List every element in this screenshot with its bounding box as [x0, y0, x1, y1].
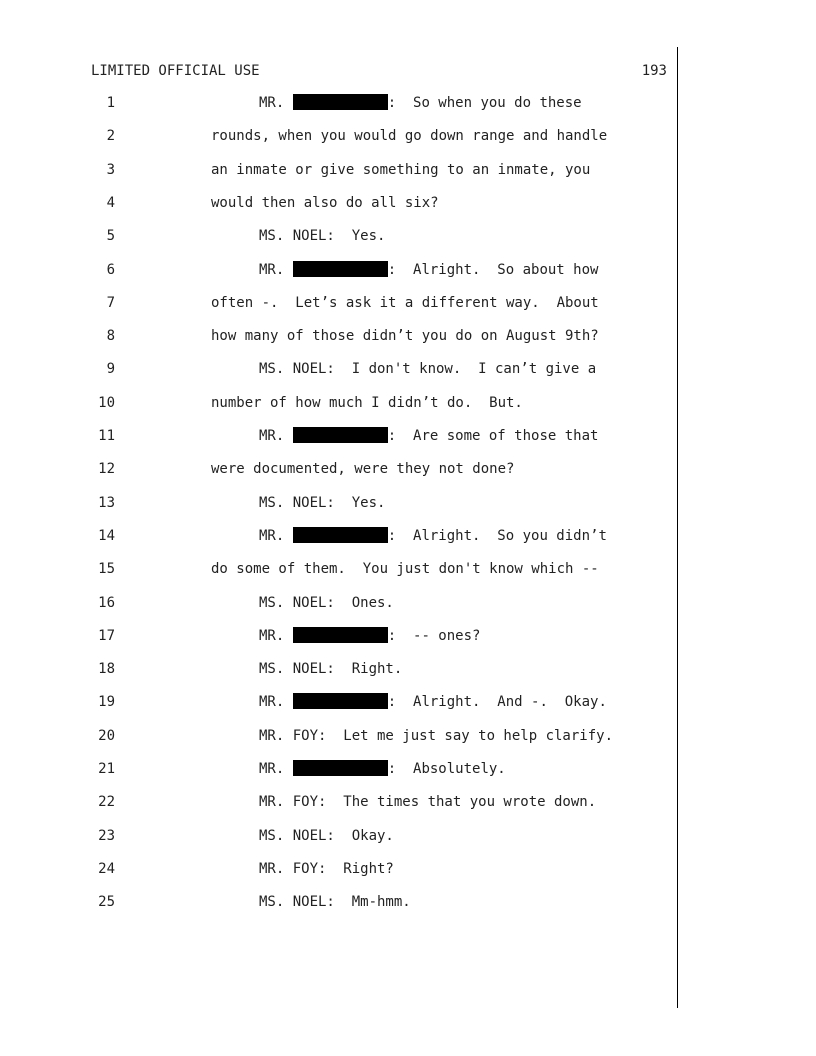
line-number: 11 — [98, 428, 115, 444]
line-text — [211, 558, 599, 580]
transcript-line — [0, 758, 816, 780]
line-text — [211, 292, 599, 314]
transcript-line — [0, 392, 816, 414]
speaker-title: MR. — [259, 95, 293, 111]
line-number: 16 — [98, 594, 115, 611]
transcript-line — [0, 825, 816, 847]
speaker-separator: : — [387, 694, 414, 711]
line-number: 25 — [98, 894, 115, 911]
utterance-text: -- ones? — [413, 627, 481, 644]
speaker-separator: : — [387, 95, 414, 111]
speaker-title: MR. — [259, 627, 293, 644]
transcript-line — [0, 225, 816, 247]
line-text — [211, 392, 523, 414]
line-text — [259, 492, 385, 514]
line-number: 15 — [98, 561, 115, 578]
line-number: 12 — [98, 461, 115, 478]
utterance-text: often -. Let’s ask it a different way. About — [211, 294, 599, 311]
speaker-separator: : — [387, 627, 414, 644]
transcript-line — [0, 292, 816, 314]
transcript-line — [0, 425, 816, 447]
speaker-title: MR. — [259, 428, 293, 444]
line-number: 1 — [106, 95, 115, 111]
utterance-text: Alright. And -. Okay. — [413, 694, 607, 711]
transcript-line — [0, 791, 816, 813]
line-text — [211, 192, 439, 214]
utterance-text: Are some of those that — [413, 428, 599, 444]
utterance-text: Absolutely. — [413, 761, 506, 777]
transcript-line — [0, 259, 816, 281]
redaction-box — [293, 261, 388, 277]
transcript-line — [0, 458, 816, 480]
line-text — [211, 125, 607, 147]
utterance-text: MR. FOY: Right? — [259, 860, 394, 877]
line-text — [259, 691, 607, 713]
line-number: 8 — [106, 328, 115, 345]
line-number: 21 — [98, 761, 115, 777]
line-number: 2 — [106, 128, 115, 145]
page-number: 193 — [641, 63, 667, 79]
utterance-text: rounds, when you would go down range and handle — [211, 128, 608, 145]
line-text — [259, 725, 613, 747]
transcript-line — [0, 891, 816, 913]
utterance-text: MS. NOEL: I don't know. I can’t give a — [259, 361, 597, 378]
line-text — [259, 825, 394, 847]
utterance-text: So when you do these — [413, 95, 582, 111]
redaction-box — [293, 427, 388, 443]
redaction-box — [293, 760, 388, 776]
utterance-text: how many of those didn’t you do on August 9th? — [211, 328, 599, 345]
transcript-line — [0, 858, 816, 880]
utterance-text: MR. FOY: Let me just say to help clarify. — [259, 727, 614, 744]
line-number: 10 — [98, 394, 115, 411]
line-text — [211, 458, 514, 480]
transcript-line — [0, 492, 816, 514]
utterance-text: Alright. So about how — [413, 261, 599, 278]
transcript-line — [0, 525, 816, 547]
speaker-separator: : — [387, 761, 414, 777]
line-number: 18 — [98, 661, 115, 678]
line-number: 22 — [98, 794, 115, 811]
line-text — [211, 159, 590, 181]
line-number: 24 — [98, 860, 115, 877]
line-text — [259, 625, 480, 647]
transcript-line — [0, 125, 816, 147]
utterance-text: were documented, were they not done? — [211, 461, 515, 478]
speaker-title: MR. — [259, 694, 293, 711]
line-text — [259, 259, 598, 281]
line-number: 5 — [106, 228, 115, 245]
line-number: 20 — [98, 727, 115, 744]
utterance-text: MS. NOEL: Yes. — [259, 494, 386, 511]
line-text — [259, 658, 402, 680]
line-text — [259, 525, 607, 547]
transcript-line — [0, 625, 816, 647]
transcript-line — [0, 92, 816, 114]
line-text — [259, 358, 596, 380]
transcript-line — [0, 658, 816, 680]
utterance-text: MS. NOEL: Right. — [259, 661, 403, 678]
utterance-text: MS. NOEL: Yes. — [259, 228, 386, 245]
transcript-line — [0, 358, 816, 380]
line-text — [259, 791, 596, 813]
line-text — [259, 891, 411, 913]
line-number: 6 — [106, 261, 115, 278]
line-number: 14 — [98, 527, 115, 544]
utterance-text: number of how much I didn’t do. But. — [211, 394, 523, 411]
line-number: 13 — [98, 494, 115, 511]
utterance-text: would then also do all six? — [211, 194, 439, 211]
line-text — [259, 425, 598, 447]
line-text — [259, 225, 385, 247]
transcript-line — [0, 325, 816, 347]
line-number: 7 — [106, 294, 115, 311]
utterance-text: Alright. So you didn’t — [413, 527, 607, 544]
classification-header: LIMITED OFFICIAL USE — [91, 63, 260, 79]
redaction-box — [293, 94, 388, 110]
line-number: 3 — [106, 161, 115, 178]
line-number: 19 — [98, 694, 115, 711]
utterance-text: MS. NOEL: Ones. — [259, 594, 394, 611]
speaker-separator: : — [387, 527, 414, 544]
transcript-line — [0, 725, 816, 747]
speaker-title: MR. — [259, 761, 293, 777]
transcript-line — [0, 558, 816, 580]
line-text — [259, 758, 506, 780]
utterance-text: MR. FOY: The times that you wrote down. — [259, 794, 597, 811]
redaction-box — [293, 527, 388, 543]
utterance-text: do some of them. You just don't know which -- — [211, 561, 599, 578]
line-number: 23 — [98, 827, 115, 844]
line-number: 9 — [106, 361, 115, 378]
line-text — [259, 92, 582, 114]
transcript-line — [0, 592, 816, 614]
speaker-separator: : — [387, 261, 414, 278]
line-number: 17 — [98, 627, 115, 644]
line-number: 4 — [106, 194, 115, 211]
utterance-text: an inmate or give something to an inmate, you — [211, 161, 591, 178]
transcript-line — [0, 159, 816, 181]
redaction-box — [293, 693, 388, 709]
line-text — [259, 858, 394, 880]
transcript-line — [0, 192, 816, 214]
transcript-line — [0, 691, 816, 713]
line-text — [259, 592, 394, 614]
speaker-title: MR. — [259, 261, 293, 278]
utterance-text: MS. NOEL: Mm-hmm. — [259, 894, 411, 911]
redaction-box — [293, 627, 388, 643]
speaker-title: MR. — [259, 527, 293, 544]
speaker-separator: : — [387, 428, 414, 444]
line-text — [211, 325, 599, 347]
utterance-text: MS. NOEL: Okay. — [259, 827, 394, 844]
